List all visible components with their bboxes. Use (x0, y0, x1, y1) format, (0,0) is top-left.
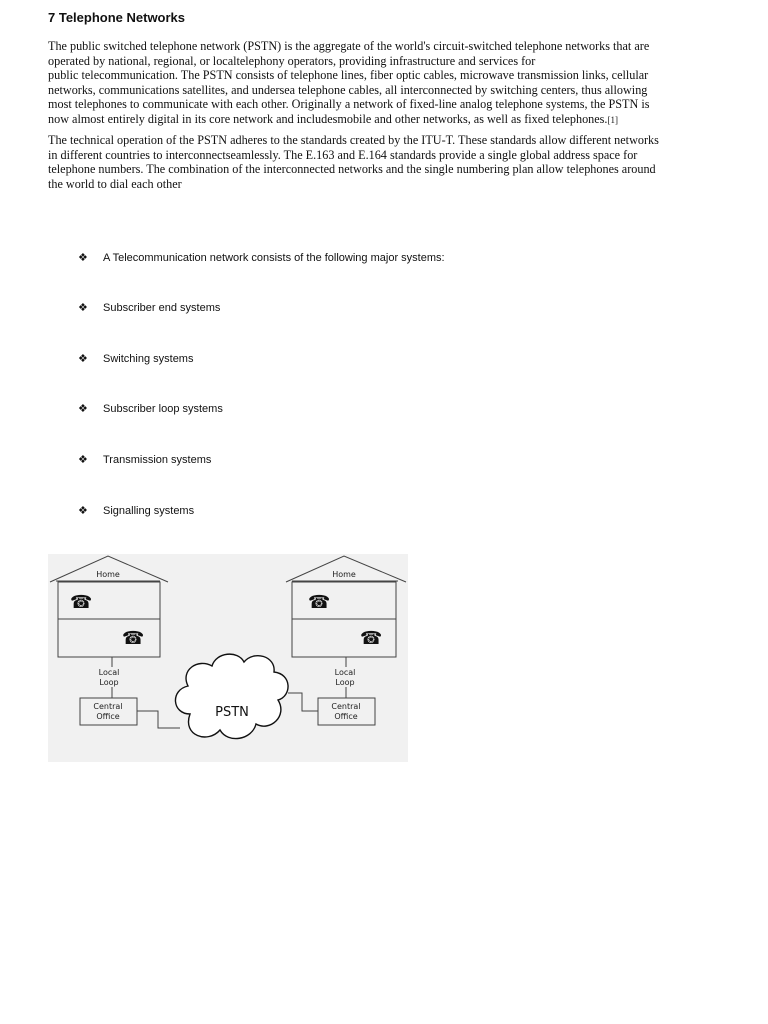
pstn-cloud-label: PSTN (215, 705, 249, 720)
bullet-item (78, 504, 194, 517)
bullet-item (78, 251, 445, 264)
right-home-label: Home (332, 570, 356, 579)
diamond-bullet-icon: ❖ (78, 302, 88, 314)
bullet-item (78, 402, 223, 415)
diamond-bullet-icon: ❖ (78, 403, 88, 415)
reference-link[interactable]: [1] (607, 114, 618, 125)
right-central-office-label: Central (331, 702, 361, 711)
paragraph-line: networks, communications satellites, and undersea telephone cables, all interconnected by switching centers, thus allowing (48, 82, 648, 97)
paragraph-line: most telephones to communicate with each other. Originally a network of fixed-line analog telephone systems, the PSTN is (48, 97, 650, 112)
telephone-icon: ☎ (122, 628, 145, 649)
pstn-cloud (175, 654, 288, 738)
paragraph-line: in different countries to interconnectseamlessly. The E.163 and E.164 standards provide a single global address space for (48, 147, 638, 162)
right-local-loop-label: Local (334, 668, 356, 677)
telephone-icon: ☎ (308, 592, 331, 613)
paragraph-pstn-standards (48, 133, 736, 191)
paragraph-line (48, 112, 736, 128)
bullet-item (78, 453, 211, 466)
left-central-office-label: Central (93, 702, 123, 711)
right-local-loop-label: Loop (335, 678, 355, 687)
telephone-icon: ☎ (360, 628, 383, 649)
right-central-office-label: Office (334, 712, 358, 721)
paragraph-pstn-overview (48, 39, 736, 128)
bullet-item (78, 301, 220, 314)
right-trunk-line (288, 693, 318, 711)
telephone-icon: ☎ (70, 592, 93, 613)
diamond-bullet-icon: ❖ (78, 505, 88, 517)
bullet-text: Switching systems (103, 352, 194, 365)
left-central-office-label: Office (96, 712, 120, 721)
left-local-loop-label: Loop (99, 678, 119, 687)
bullet-text: A Telecommunication network consists of the following major systems: (103, 251, 445, 264)
paragraph-line: The public switched telephone network (PSTN) is the aggregate of the world's circuit-switched telephone networks that are (48, 39, 650, 53)
left-home-label: Home (96, 570, 120, 579)
paragraph-line: telephone numbers. The combination of the interconnected networks and the single numbering plan allow telephones around (48, 162, 656, 177)
bullet-text: Subscriber end systems (103, 301, 221, 314)
paragraph-line: operated by national, regional, or localtelephony operators, providing infrastructure and services for (48, 53, 536, 68)
bullet-item (78, 352, 193, 365)
bullet-text: Signalling systems (103, 504, 195, 517)
paragraph-line: the world to dial each other (48, 176, 182, 191)
left-trunk-line (137, 711, 180, 728)
paragraph-line: The technical operation of the PSTN adheres to the standards created by the ITU-T. These standards allow different networks (48, 133, 659, 147)
left-local-loop-label: Local (98, 668, 120, 677)
paragraph-line: public telecommunication. The PSTN consists of telephone lines, fiber optic cables, microwave transmission links, cellular (48, 68, 649, 83)
pstn-diagram-svg (48, 554, 408, 762)
bullet-text: Transmission systems (103, 453, 212, 466)
diamond-bullet-icon: ❖ (78, 454, 88, 466)
bullet-text: Subscriber loop systems (103, 402, 223, 415)
pstn-diagram (48, 554, 408, 762)
diamond-bullet-icon: ❖ (78, 353, 88, 365)
section-heading: 7 Telephone Networks (48, 10, 186, 25)
paragraph-line-text: now almost entirely digital in its core network and includesmobile and other networks, as well as fixed telephones. (48, 111, 608, 126)
diamond-bullet-icon: ❖ (78, 252, 88, 264)
